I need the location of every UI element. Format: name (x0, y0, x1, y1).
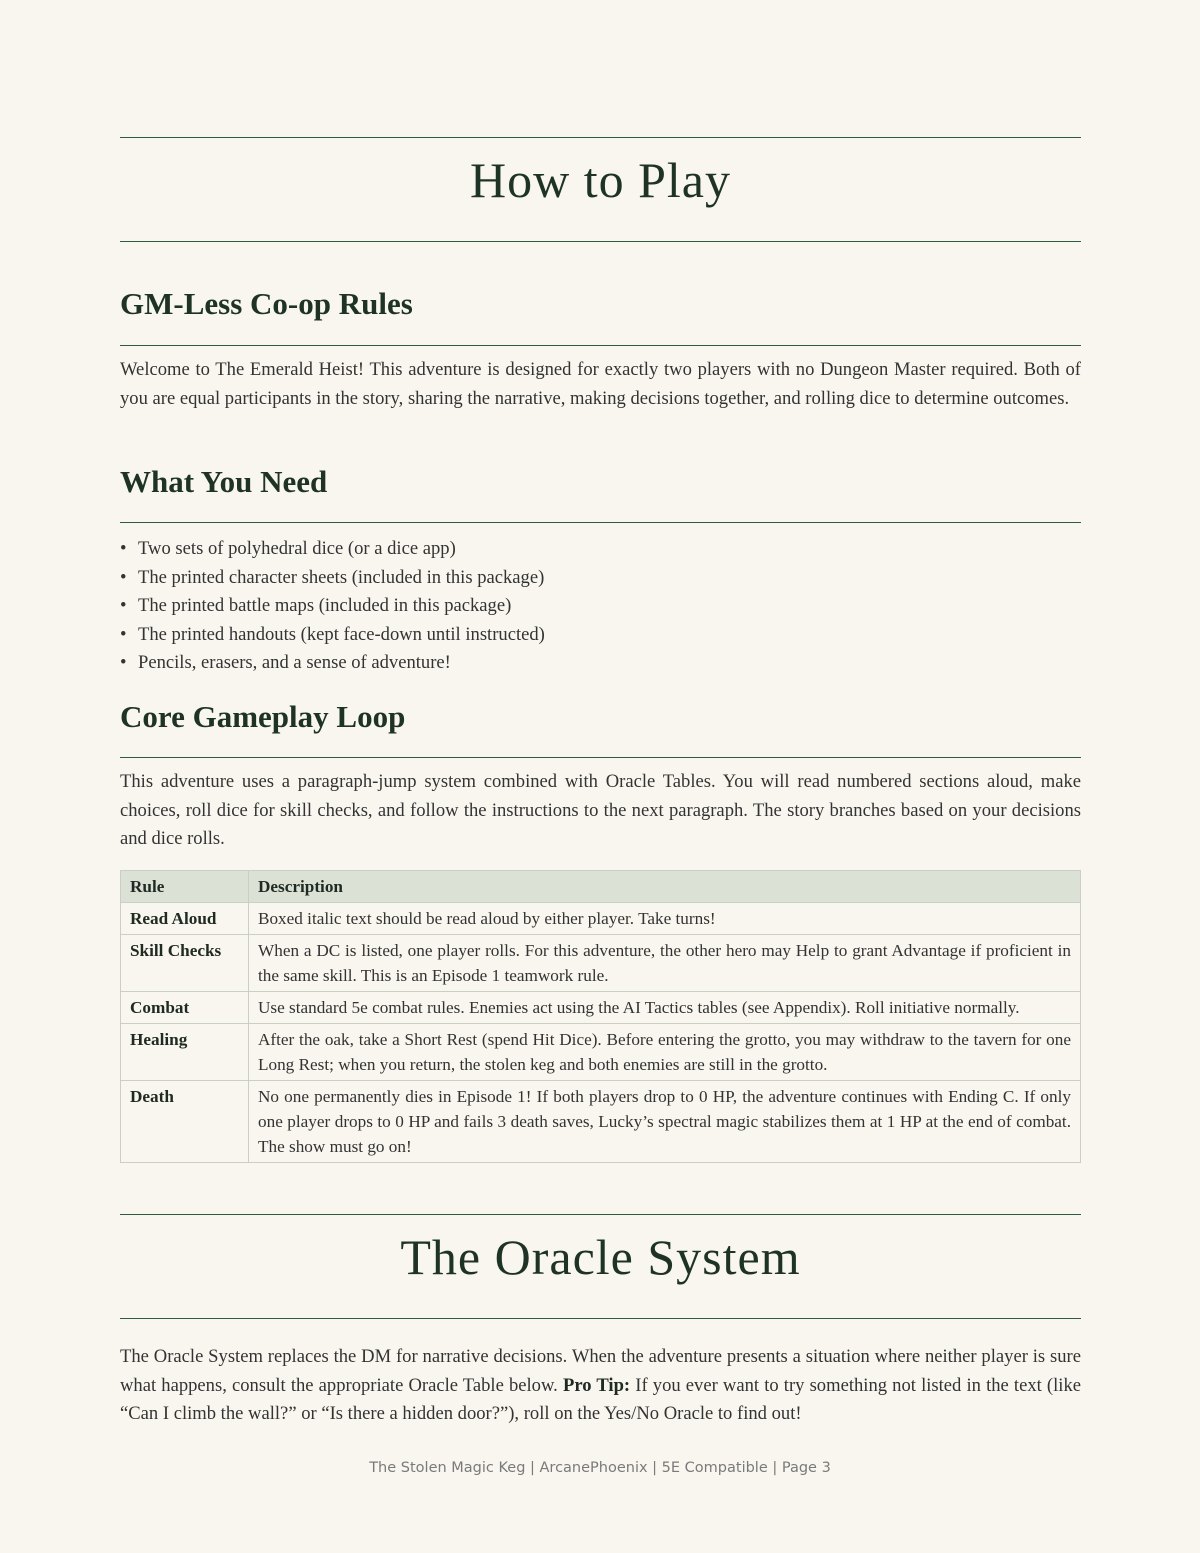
description-cell: After the oak, take a Short Rest (spend Hit Dice). Before entering the grotto, you may withdraw to the tavern for one Long Rest; when you return, the stolen keg and both enemies are still in the grotto. (249, 1024, 1081, 1081)
list-item: • Two sets of polyhedral dice (or a dice app) (120, 535, 545, 564)
description-cell: Boxed italic text should be read aloud by either player. Take turns! (249, 903, 1081, 935)
rules-table (120, 870, 1081, 1163)
table-row (121, 1081, 1081, 1163)
table-row (121, 1024, 1081, 1081)
page-footer: The Stolen Magic Keg | ArcanePhoenix | 5E Compatible | Page 3 (369, 1460, 831, 1476)
pro-tip-label: Pro Tip: (562, 1374, 631, 1396)
core-loop-heading-rule (120, 757, 1081, 758)
rule-cell: Combat (121, 992, 249, 1024)
rule-cell: Read Aloud (121, 903, 249, 935)
page-title: How to Play (470, 152, 731, 208)
table-row (121, 935, 1081, 992)
table-row (121, 903, 1081, 935)
what-you-need-heading-rule (120, 522, 1081, 523)
oracle-text-after: If you ever want to try something not listed in the text (like “Can I climb the wall?” or “Is there a hidden door?”), roll on the Yes/No Oracle to find out! (120, 1374, 1082, 1424)
oracle-title-rule-top (120, 1214, 1081, 1215)
oracle-title: The Oracle System (400, 1229, 801, 1285)
list-item: • Pencils, erasers, and a sense of adventure! (120, 649, 545, 678)
core-loop-paragraph: This adventure uses a paragraph-jump system combined with Oracle Tables. You will read numbered sections aloud, make choices, roll dice for skill checks, and follow the instructions to the next paragraph. The story branches based on your decisions and dice rolls. (120, 771, 1081, 849)
rule-cell: Healing (121, 1024, 249, 1081)
gm-less-paragraph: Welcome to The Emerald Heist! This adventure is designed for exactly two players with no Dungeon Master required. Both of you are equal participants in the story, sharing the narrative, making decisions together, and rolling dice to determine outcomes. (120, 359, 1081, 409)
list-item: • The printed handouts (kept face-down until instructed) (120, 621, 545, 650)
table-row (121, 992, 1081, 1024)
oracle-title-rule-bottom (120, 1318, 1081, 1319)
table-header-rule: Rule (121, 871, 249, 903)
list-item: • The printed character sheets (included in this package) (120, 564, 545, 593)
title-rule-top (120, 137, 1081, 138)
description-cell: When a DC is listed, one player rolls. For this adventure, the other hero may Help to grant Advantage if proficient in the same skill. This is an Episode 1 teamwork rule. (249, 935, 1081, 992)
table-header-row (121, 871, 1081, 903)
needs-list (120, 535, 545, 678)
rule-cell: Skill Checks (121, 935, 249, 992)
list-item: • The printed battle maps (included in this package) (120, 592, 545, 621)
core-loop-heading: Core Gameplay Loop (120, 699, 406, 734)
oracle-text-before: The Oracle System replaces the DM for narrative decisions. When the adventure presents a situation where neither player is sure what happens, consult the appropriate Oracle Table below. (120, 1346, 1081, 1396)
oracle-paragraph (120, 1343, 1081, 1429)
title-rule-bottom (120, 241, 1081, 242)
rule-cell: Death (121, 1081, 249, 1163)
table-header-description: Description (249, 871, 1081, 903)
gm-less-heading-rule (120, 345, 1081, 346)
description-cell: No one permanently dies in Episode 1! If both players drop to 0 HP, the adventure continues with Ending C. If only one player drops to 0 HP and fails 3 death saves, Lucky’s spectral magic stabilizes them at 1 HP at the end of combat. The show must go on! (249, 1081, 1081, 1163)
what-you-need-heading: What You Need (120, 464, 328, 499)
description-cell: Use standard 5e combat rules. Enemies act using the AI Tactics tables (see Appendix). Roll initiative normally. (249, 992, 1081, 1024)
gm-less-heading: GM-Less Co-op Rules (120, 286, 413, 321)
